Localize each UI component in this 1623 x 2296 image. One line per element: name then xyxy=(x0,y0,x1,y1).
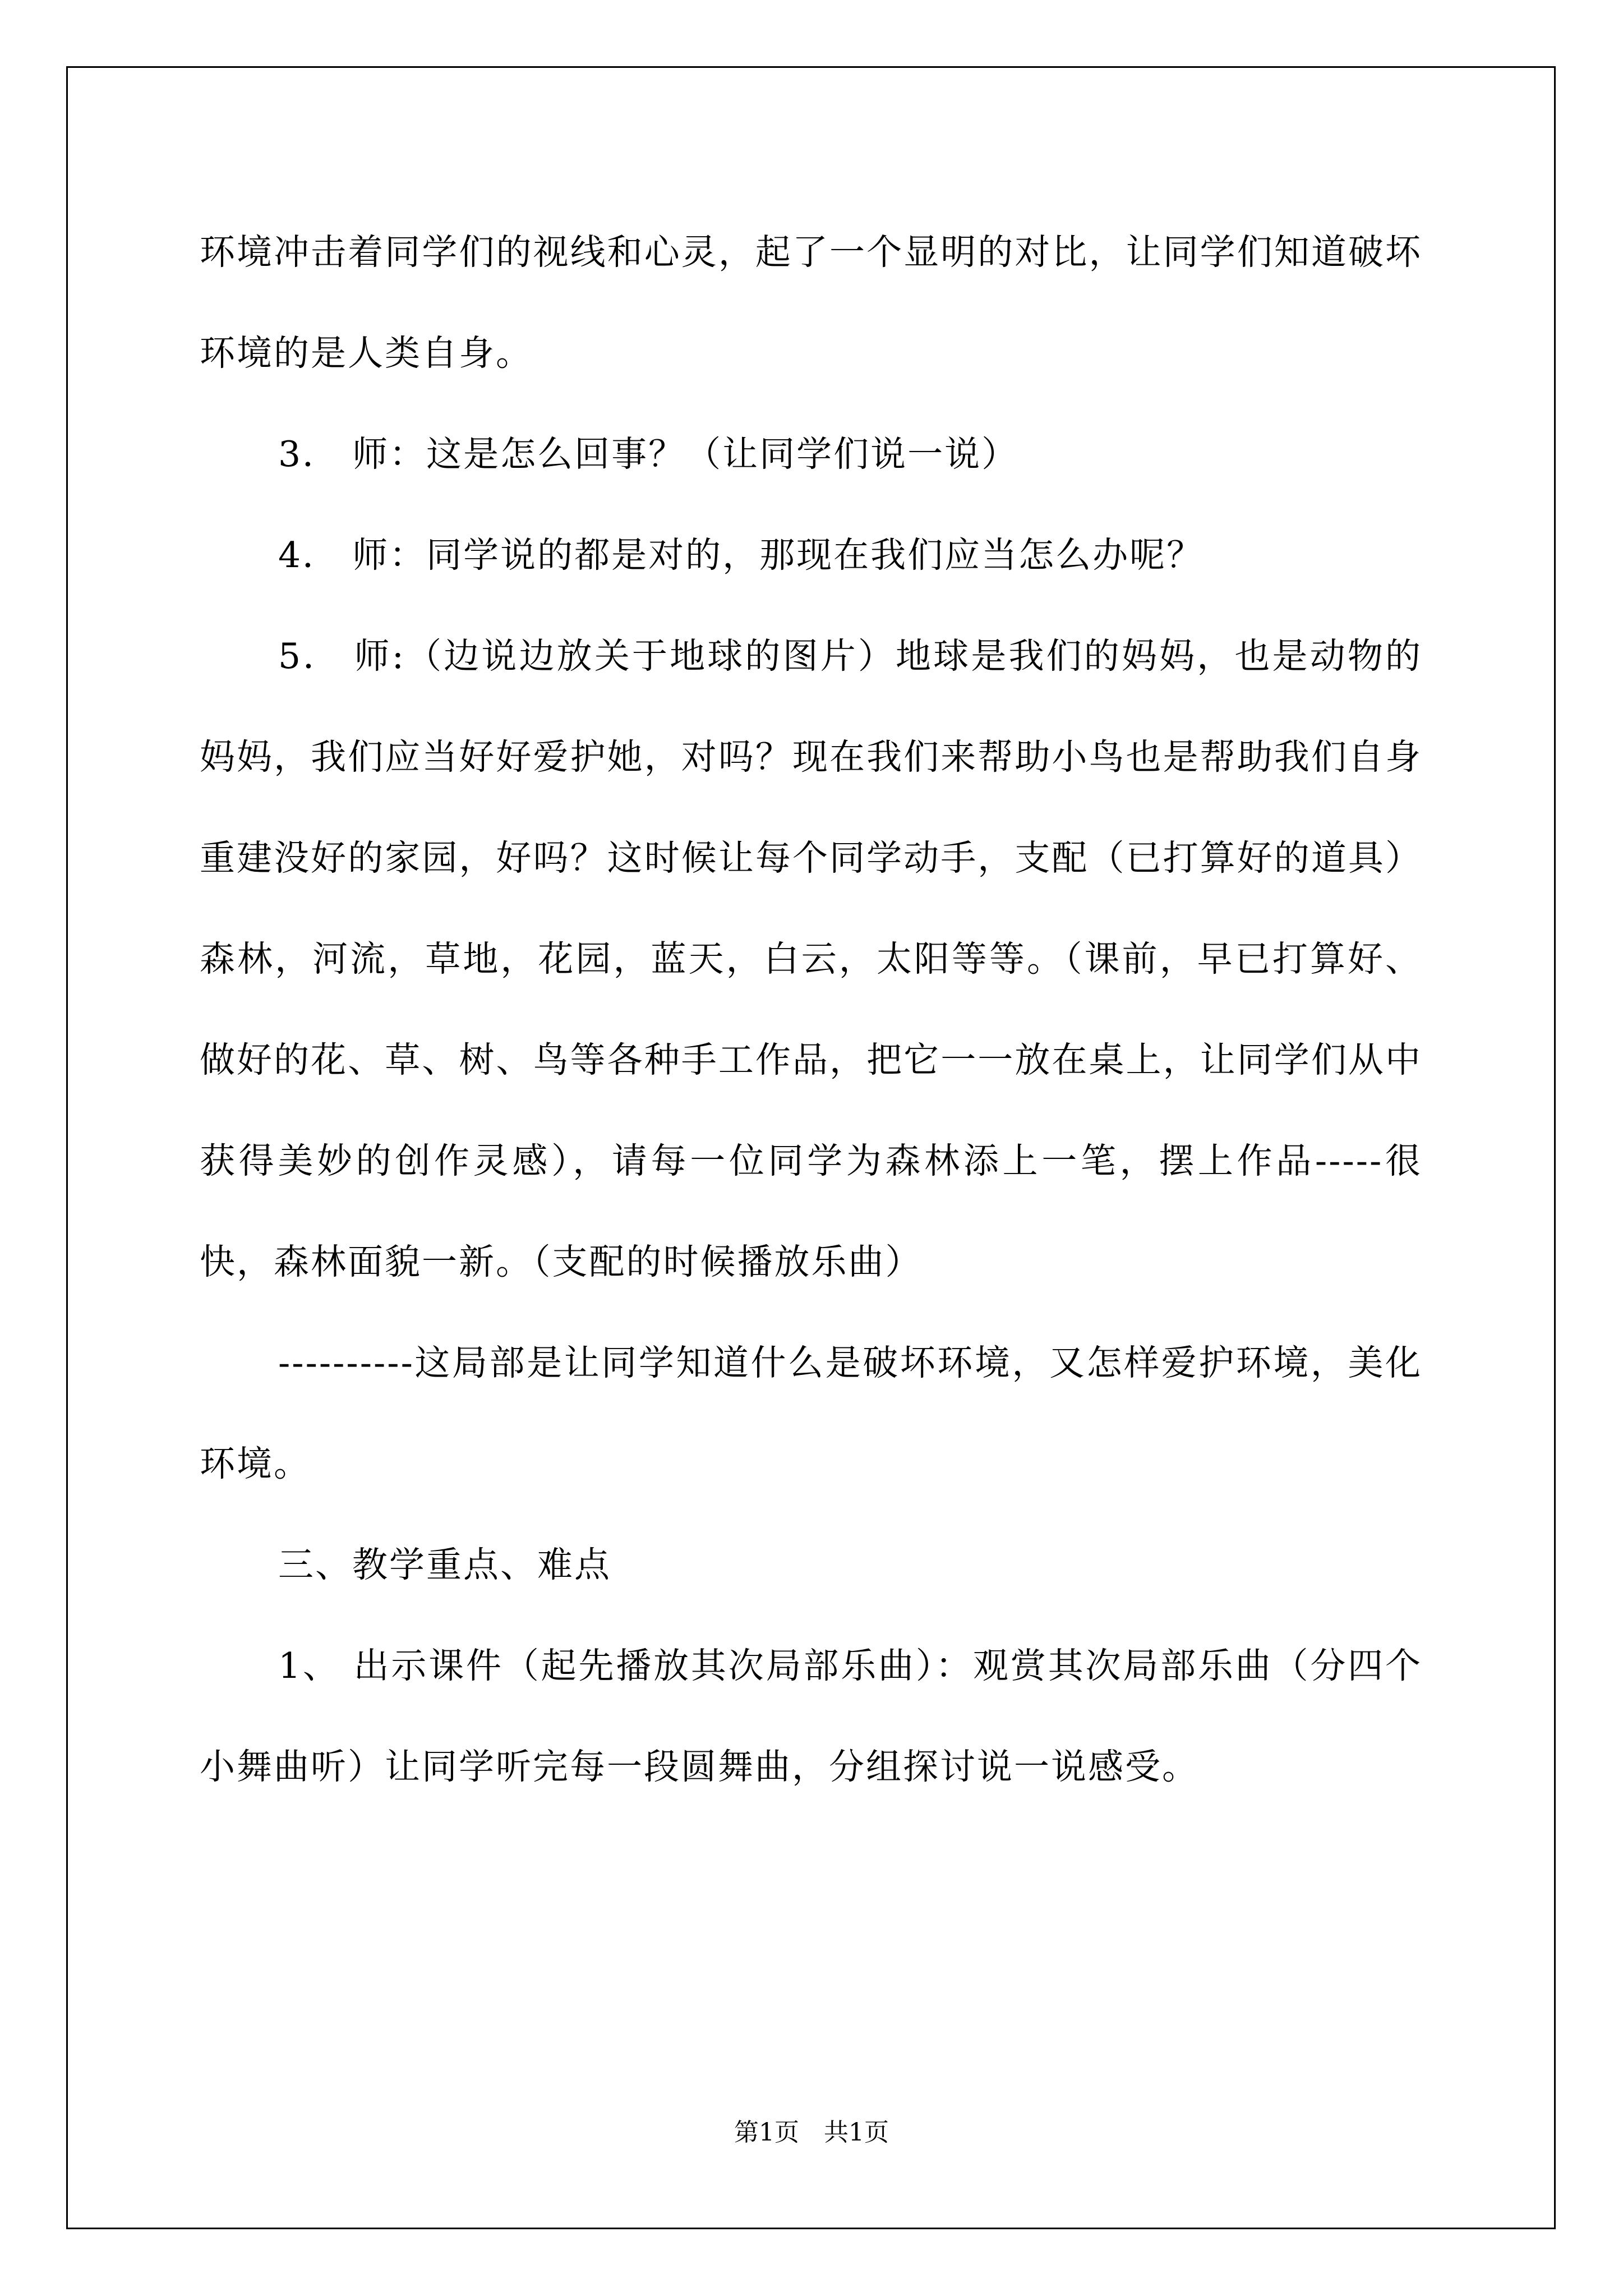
page-footer: 第1页 共1页 xyxy=(734,2118,889,2147)
paragraph-4: 5． 师:（边说边放关于地球的图片）地球是我们的妈妈，也是动物的妈妈，我们应当好好爱护她，对吗？现在我们来帮助小鸟也是帮助我们自身重建没好的家园，好吗？这时候让每个同学动手，支配（已打算好的道具）森林，河流，草地，花园，蓝天，白云，太阳等等。（课前，早已打算好、做好的花、草、树、鸟等各种手工作品，把它一一放在桌上，让同学们从中获得美妙的创作灵感），请每一位同学为森林添上一笔，摆上作品-----很快，森林面貌一新。（支配的时候播放乐曲） xyxy=(200,636,1422,1282)
paragraph-6: 三、教学重点、难点 xyxy=(278,1544,611,1585)
paragraph-7: 1、 出示课件（起先播放其次局部乐曲）：观赏其次局部乐曲（分四个小舞曲听）让同学听完每一段圆舞曲，分组探讨说一说感受。 xyxy=(200,1645,1422,1787)
paragraph-2: 3． 师：这是怎么回事？（让同学们说一说） xyxy=(278,434,1019,475)
paragraph-5: ----------这局部是让同学知道什么是破坏环境，又怎样爱护环境，美化环境。 xyxy=(200,1342,1422,1484)
paragraph-3: 4． 师：同学说的都是对的，那现在我们应当怎么办呢？ xyxy=(278,535,1204,576)
paragraph-1: 环境冲击着同学们的视线和心灵，起了一个显明的对比，让同学们知道破坏环境的是人类自身。 xyxy=(200,232,1422,374)
document-body xyxy=(200,202,1422,1818)
